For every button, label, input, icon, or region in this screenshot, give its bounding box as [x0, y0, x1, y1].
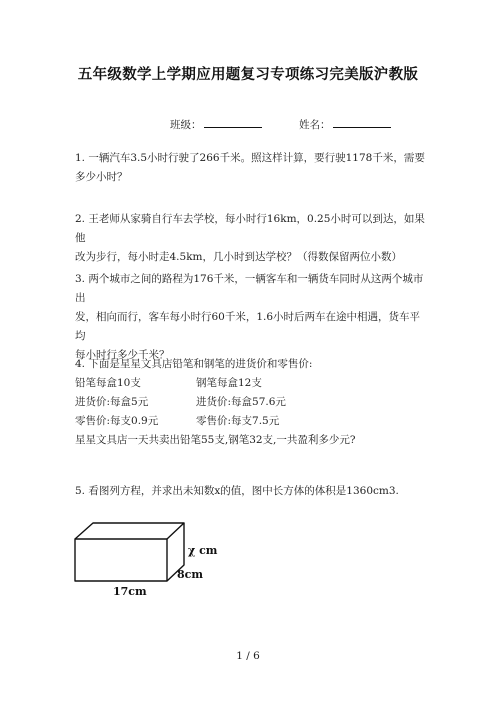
pen-purchase-price: 进货价:每盒57.6元 — [196, 396, 286, 408]
question-2-line-1: 2. 王老师从家骑自行车去学校，每小时行16km，0.25小时可以到达，如果他 — [75, 213, 425, 244]
length-label: 17cm — [113, 585, 147, 598]
pencil-purchase-price: 进货价:每盒5元 — [75, 396, 149, 408]
question-4-question: 星星文具店一天共卖出铅笔55支,钢笔32支,一共盈利多少元? — [75, 434, 356, 446]
cuboid-front-face — [75, 539, 167, 581]
question-1 — [75, 149, 425, 187]
question-5: 5. 看图列方程，并求出未知数x的值，图中长方体的体积是1360cm3. — [75, 485, 399, 497]
class-label: 班级： — [170, 119, 202, 131]
name-blank[interactable] — [333, 116, 391, 128]
question-1-line-2: 多少小时？ — [75, 171, 128, 183]
question-1-line-1: 1. 一辆汽车3.5小时行驶了266千米。照这样计算，要行驶1178千米，需要 — [75, 152, 425, 164]
pen-retail-price: 零售价:每支7.5元 — [196, 415, 280, 427]
pencil-retail-price: 零售价:每支0.9元 — [75, 415, 159, 427]
question-2-line-2: 改为步行，每小时走4.5km，几小时到达学校？（得数保留两位小数） — [75, 251, 403, 263]
question-4-intro: 4. 下面是星星文具店铅笔和钢笔的进货价和零售价: — [75, 358, 313, 370]
class-blank[interactable] — [204, 116, 262, 128]
question-3-line-3: 每小时行多少千米？ — [75, 349, 170, 361]
height-label: χ cm — [188, 544, 218, 557]
question-3-line-1: 3. 两个城市之间的路程为176千米，一辆客车和一辆货车同时从这两个城市出 — [75, 273, 424, 304]
page-title: 五年级数学上学期应用题复习专项练习完美版沪教版 — [77, 67, 419, 83]
question-2 — [75, 210, 425, 267]
page-number: 1 / 6 — [236, 650, 260, 662]
question-3-line-2: 发，相向而行，客车每小时行60千米，1.6小时后两车在途中相遇，货车平均 — [75, 311, 421, 342]
cuboid-figure — [70, 518, 220, 598]
pen-box-info: 钢笔每盒12支 — [196, 377, 262, 389]
class-field — [170, 116, 262, 132]
name-label: 姓名： — [299, 119, 331, 131]
depth-label: 8cm — [177, 568, 203, 581]
question-3 — [75, 270, 425, 365]
name-field — [299, 116, 391, 132]
pencil-box-info: 铅笔每盒10支 — [75, 377, 141, 389]
cuboid-drawing — [70, 518, 220, 598]
cuboid-top-face — [75, 523, 184, 539]
